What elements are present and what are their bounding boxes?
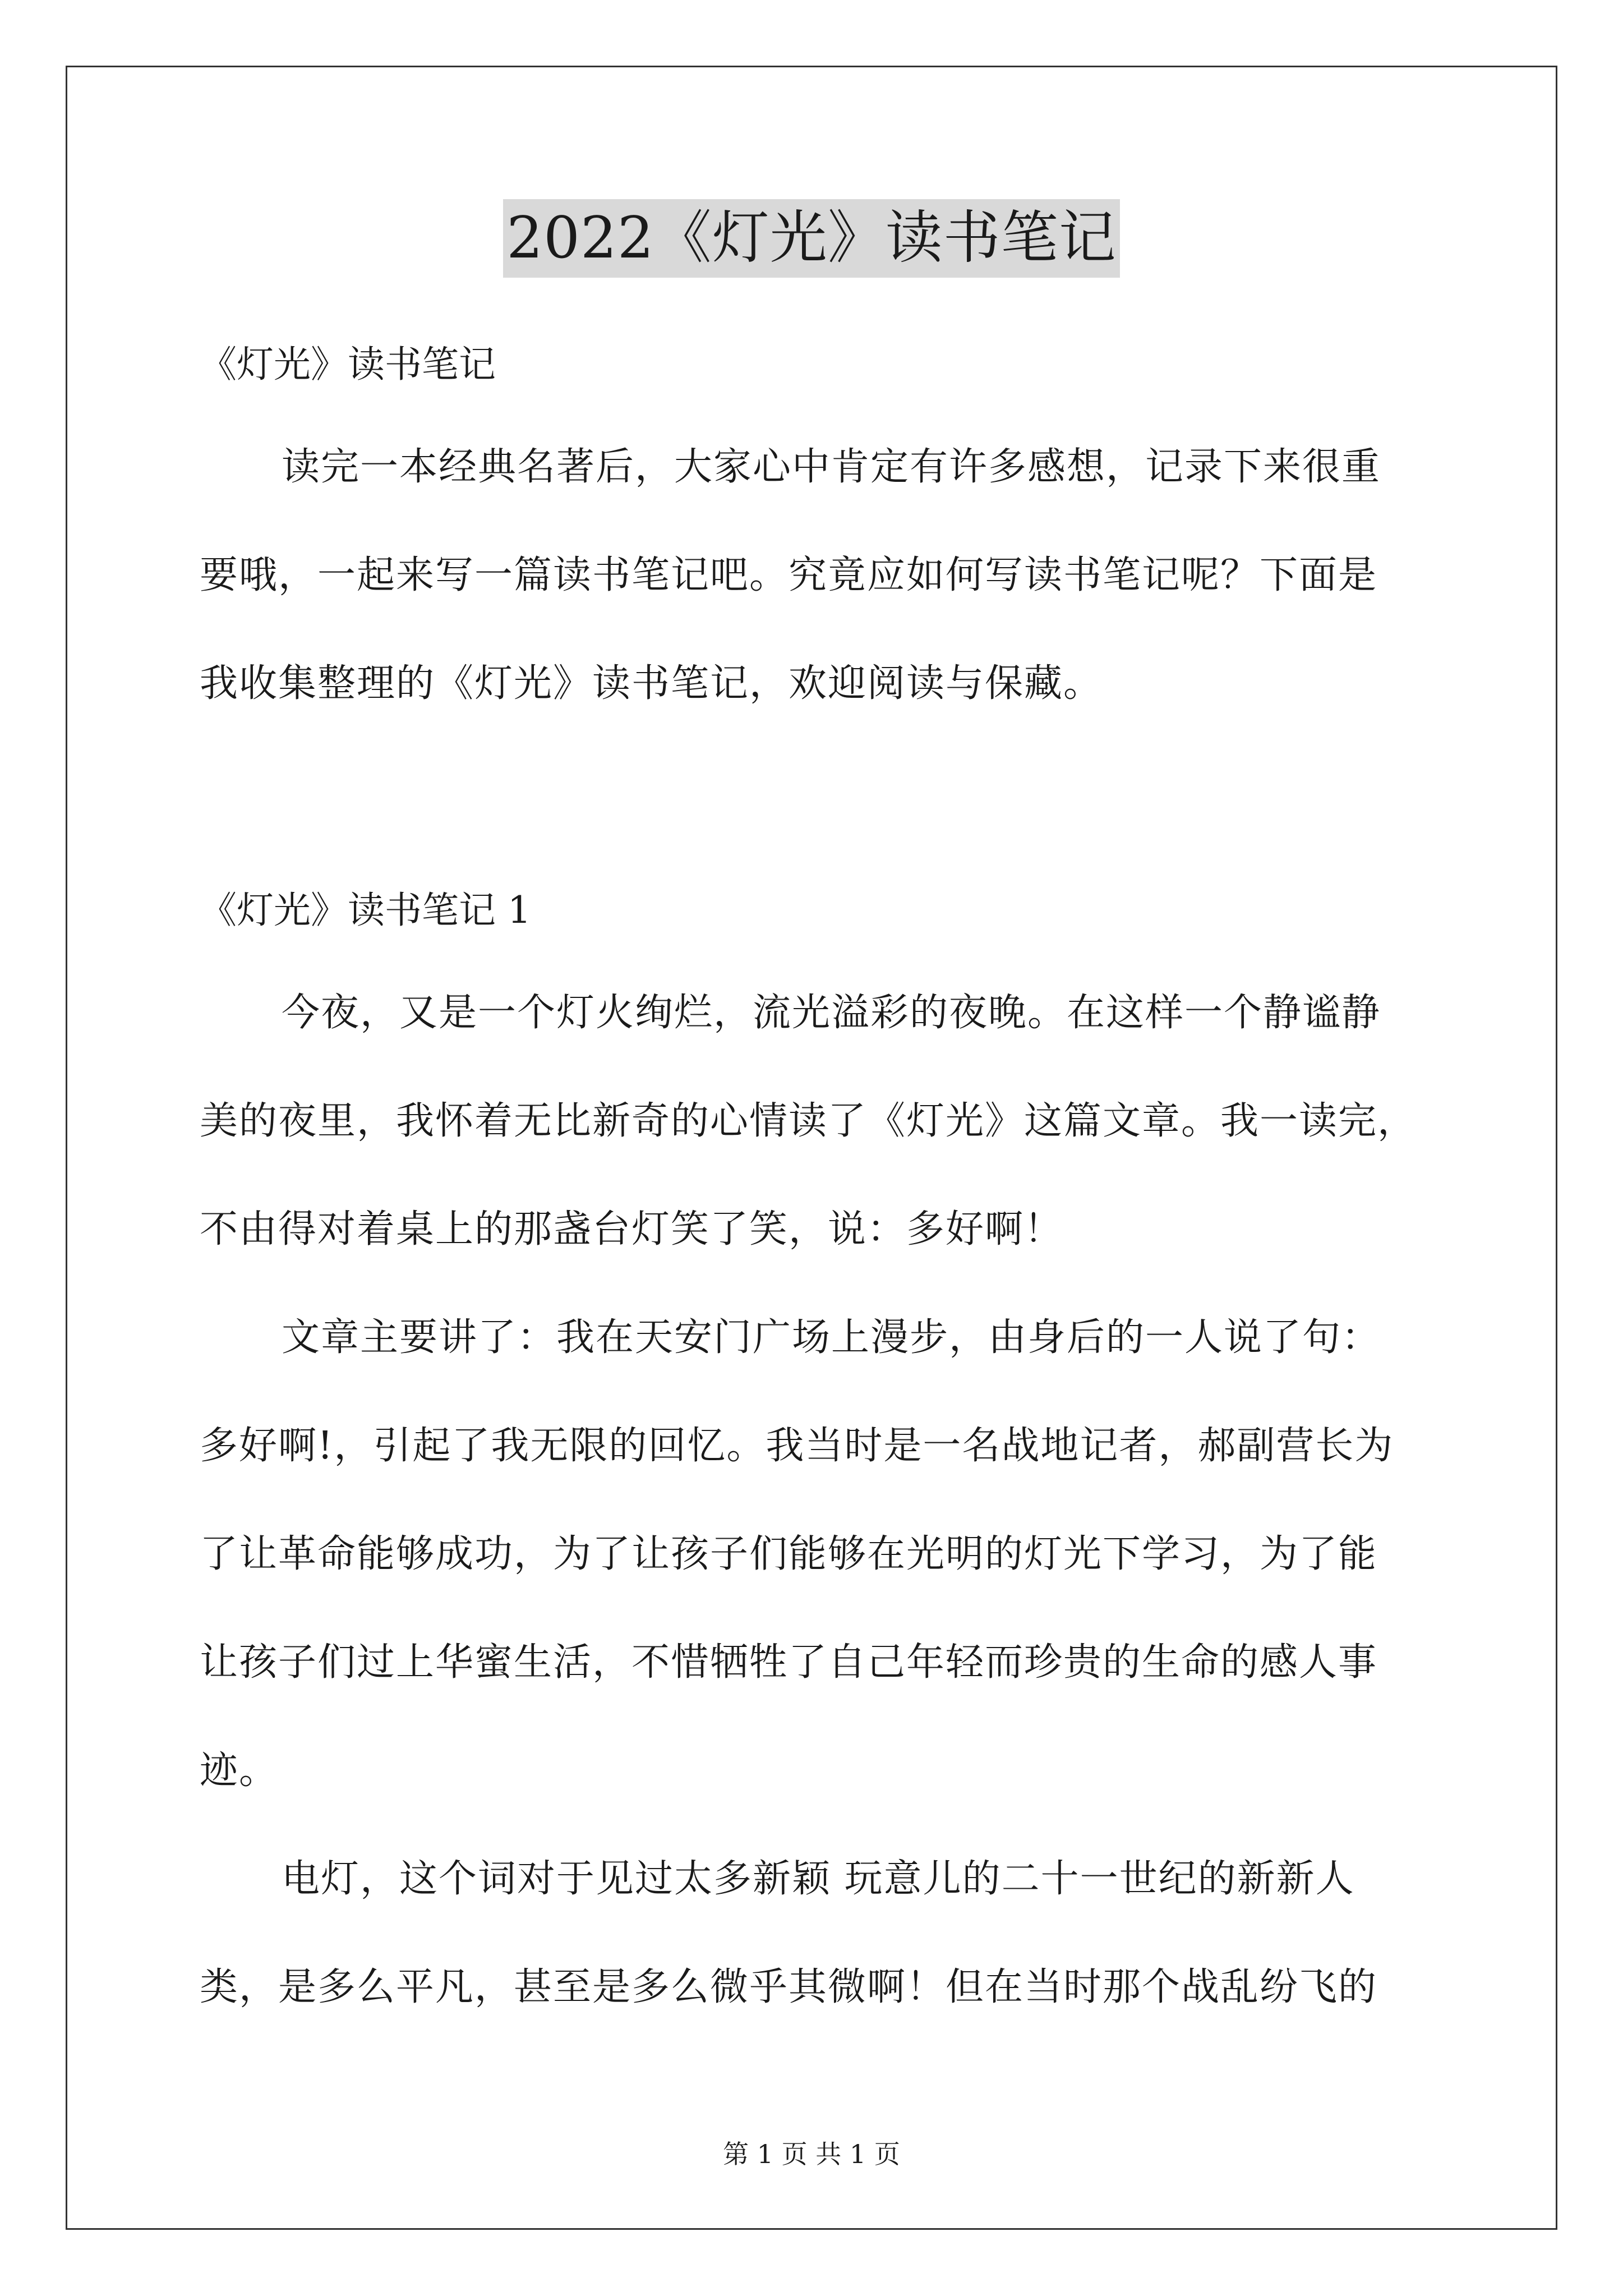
paragraph-line: 让孩子们过上华蜜生活，不惜牺牲了自己年轻而珍贵的生命的感人事 — [200, 1640, 1378, 1685]
title-container — [0, 199, 1623, 278]
paragraph-2 — [200, 1283, 1433, 1825]
intro-paragraph — [200, 413, 1433, 738]
intro-line: 读完一本经典名著后，大家心中肯定有许多感想，记录下来很重 — [282, 445, 1381, 489]
paragraph-line: 电灯，这个词对于见过太多新颖 玩意儿的二十一世纪的新新人 — [282, 1857, 1355, 1901]
intro-line: 要哦，一起来写一篇读书笔记吧。究竟应如何写读书笔记呢？下面是 — [200, 553, 1378, 597]
section-heading: 《灯光》读书笔记 1 — [200, 889, 531, 932]
paragraph-1 — [200, 959, 1433, 1283]
page-footer: 第 1 页 共 1 页 — [723, 2139, 900, 2169]
paragraph-line: 迹。 — [200, 1749, 279, 1793]
document-title: 2022《灯光》读书笔记 — [503, 199, 1120, 278]
paragraph-line: 不由得对着桌上的那盏台灯笑了笑，说：多好啊！ — [200, 1207, 1064, 1251]
paragraph-line: 类，是多么平凡，甚至是多么微乎其微啊！但在当时那个战乱纷飞的 — [200, 1965, 1378, 2009]
paragraph-line: 美的夜里，我怀着无比新奇的心情读了《灯光》这篇文章。我一读完， — [200, 1099, 1417, 1143]
paragraph-line: 多好啊!，引起了我无限的回忆。我当时是一名战地记者，郝副营长为 — [200, 1424, 1394, 1468]
intro-line: 我收集整理的《灯光》读书笔记，欢迎阅读与保藏。 — [200, 661, 1103, 706]
paragraph-line: 文章主要讲了：我在天安门广场上漫步，由身后的一人说了句： — [282, 1315, 1381, 1360]
document-subtitle: 《灯光》读书笔记 — [200, 343, 496, 386]
paragraph-line: 今夜，又是一个灯火绚烂，流光溢彩的夜晚。在这样一个静谧静 — [282, 991, 1381, 1035]
document-body — [200, 331, 1433, 2041]
paragraph-line: 了让革命能够成功，为了让孩子们能够在光明的灯光下学习，为了能 — [200, 1532, 1378, 1576]
paragraph-3 — [200, 1825, 1433, 2041]
